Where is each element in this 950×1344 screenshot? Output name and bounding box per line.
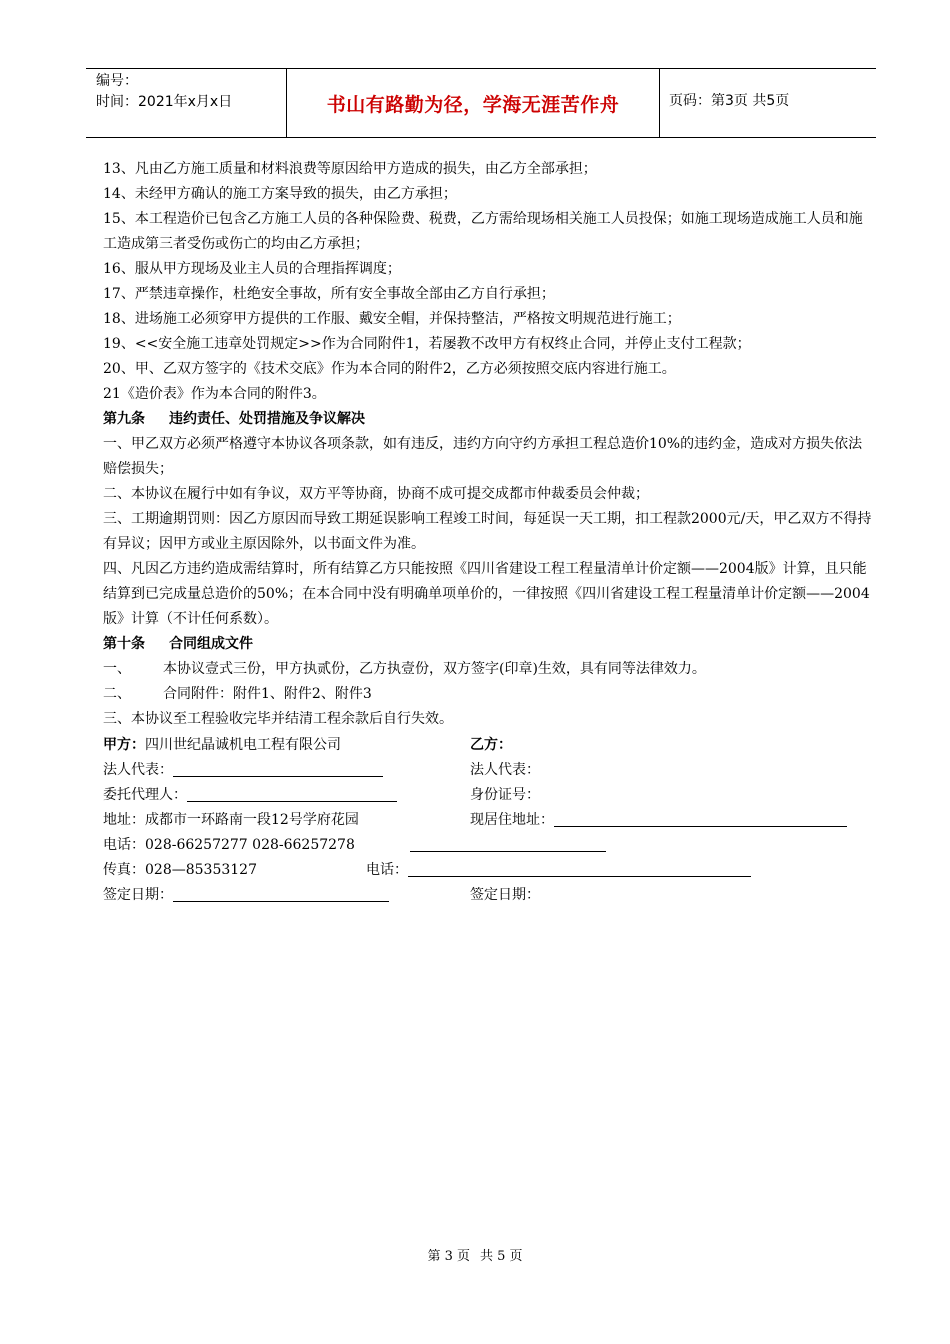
article-10-item-3: 三、本协议至工程验收完毕并结清工程余款后自行失效。 bbox=[103, 711, 453, 727]
party-a-label: 甲方： bbox=[103, 737, 145, 753]
article-9-item-1: 一、甲乙双方必须严格遵守本协议各项条款，如有违反，违约方向守约方承担工程总造价10%的违约金，造成对方损失依法赔偿损失； bbox=[103, 436, 863, 477]
date-label: 签定日期： bbox=[103, 887, 173, 903]
item-text: 合同附件：附件1、附件2、附件3 bbox=[163, 686, 372, 702]
article-9-heading bbox=[103, 407, 873, 432]
article-10-item-2 bbox=[103, 682, 873, 707]
time-label: 时间：2021年x月x日 bbox=[96, 94, 233, 110]
legal-rep-b-label: 法人代表： bbox=[470, 762, 540, 778]
article-9-number: 第九条 bbox=[103, 411, 145, 427]
item-text: 本协议壹式三份，甲方执贰份，乙方执壹份，双方签字(印章)生效，具有同等法律效力。 bbox=[163, 661, 706, 677]
clause-18: 18、进场施工必须穿甲方提供的工作服、戴安全帽，并保持整洁，严格按文明规范进行施工； bbox=[103, 311, 681, 327]
signature-row-agent bbox=[103, 783, 883, 808]
party-a bbox=[103, 733, 341, 758]
clause-17: 17、严禁违章操作，杜绝安全事故，所有安全事故全部由乙方自行承担； bbox=[103, 286, 555, 302]
fax-a: 传真：028—85353127 bbox=[103, 862, 257, 878]
footer-page: 第 3 页 bbox=[427, 1249, 470, 1264]
address-a: 地址：成都市一环路南一段12号学府花园 bbox=[103, 812, 359, 828]
underline bbox=[410, 833, 606, 852]
article-10-number: 第十条 bbox=[103, 636, 145, 652]
date-blank bbox=[173, 883, 389, 902]
article-9-item-2: 二、本协议在履行中如有争议，双方平等协商，协商不成可提交成都市仲裁委员会仲裁； bbox=[103, 486, 649, 502]
phone-b bbox=[366, 858, 408, 883]
phone-b-blank bbox=[408, 858, 751, 877]
clause-13: 13、凡由乙方施工质量和材料浪费等原因给甲方造成的损失，由乙方全部承担； bbox=[103, 161, 597, 177]
residence-blank bbox=[554, 808, 847, 827]
clause-16: 16、服从甲方现场及业主人员的合理指挥调度； bbox=[103, 261, 401, 277]
article-10-heading bbox=[103, 632, 873, 657]
signature-row-legal-rep bbox=[103, 758, 883, 783]
date-a bbox=[103, 883, 173, 908]
article-9-item-3: 三、工期逾期罚则：因乙方原因而导致工期延误影响工程竣工时间，每延误一天工期，扣工程款2000元/天，甲乙双方不得持有异议；因甲方或业主原因除外，以书面文件为准。 bbox=[103, 511, 872, 552]
footer-total: 共 5 页 bbox=[480, 1249, 523, 1264]
article-10-title: 合同组成文件 bbox=[169, 636, 253, 652]
party-b-label: 乙方： bbox=[470, 737, 512, 753]
legal-rep-blank bbox=[173, 758, 383, 777]
item-number: 一、 bbox=[103, 661, 131, 677]
phone-a: 电话：028-66257277 028-66257278 bbox=[103, 837, 355, 853]
signature-row-address bbox=[103, 808, 883, 833]
clause-21: 21《造价表》作为本合同的附件3。 bbox=[103, 386, 326, 402]
agent-a bbox=[103, 783, 187, 808]
article-9-title: 违约责任、处罚措施及争议解决 bbox=[169, 411, 365, 427]
party-a-name: 四川世纪晶诚机电工程有限公司 bbox=[145, 737, 341, 753]
number-label: 编号： bbox=[96, 73, 138, 89]
clause-14: 14、未经甲方确认的施工方案导致的损失，由乙方承担； bbox=[103, 186, 457, 202]
signature-row-fax bbox=[103, 858, 883, 883]
residence-b bbox=[470, 808, 554, 833]
contract-body bbox=[103, 157, 873, 732]
agent-blank bbox=[187, 783, 397, 802]
legal-rep-label: 法人代表： bbox=[103, 762, 173, 778]
header-meta bbox=[96, 71, 232, 113]
header-page-label: 页码：第3页 共5页 bbox=[669, 93, 790, 109]
page-footer bbox=[0, 1245, 950, 1264]
article-9-item-4: 四、凡因乙方违约造成需结算时，所有结算乙方只能按照《四川省建设工程工程量清单计价定额——2004版》计算，且只能结算到已完成量总造价的50%；在本合同中没有明确单项单价的，一律按照《四川省建设工程工程量清单计价定额——2004版》计算（不计任何系数）。 bbox=[103, 561, 870, 627]
clause-19: 19、<<安全施工违章处罚规定>>作为合同附件1，若屡教不改甲方有权终止合同，并停止支付工程款； bbox=[103, 336, 751, 352]
clause-15: 15、本工程造价已包含乙方施工人员的各种保险费、税费，乙方需给现场相关施工人员投保；如施工现场造成施工人员和施工造成第三者受伤或伤亡的均由乙方承担； bbox=[103, 211, 863, 252]
id-number-label: 身份证号： bbox=[470, 787, 540, 803]
legal-rep-a bbox=[103, 758, 173, 783]
item-number: 二、 bbox=[103, 686, 131, 702]
agent-label: 委托代理人： bbox=[103, 787, 187, 803]
phone-b-label: 电话： bbox=[366, 862, 408, 878]
date-b-label: 签定日期： bbox=[470, 887, 540, 903]
clause-20: 20、甲、乙双方签字的《技术交底》作为本合同的附件2，乙方必须按照交底内容进行施工。 bbox=[103, 361, 676, 377]
page-header bbox=[86, 68, 876, 138]
signature-row-date bbox=[103, 883, 883, 908]
residence-label: 现居住地址： bbox=[470, 812, 554, 828]
article-10-item-1 bbox=[103, 657, 873, 682]
signature-row-phone bbox=[103, 833, 883, 858]
header-motto: 书山有路勤为径，学海无涯苦作舟 bbox=[286, 69, 660, 137]
signature-row-parties bbox=[103, 733, 883, 758]
